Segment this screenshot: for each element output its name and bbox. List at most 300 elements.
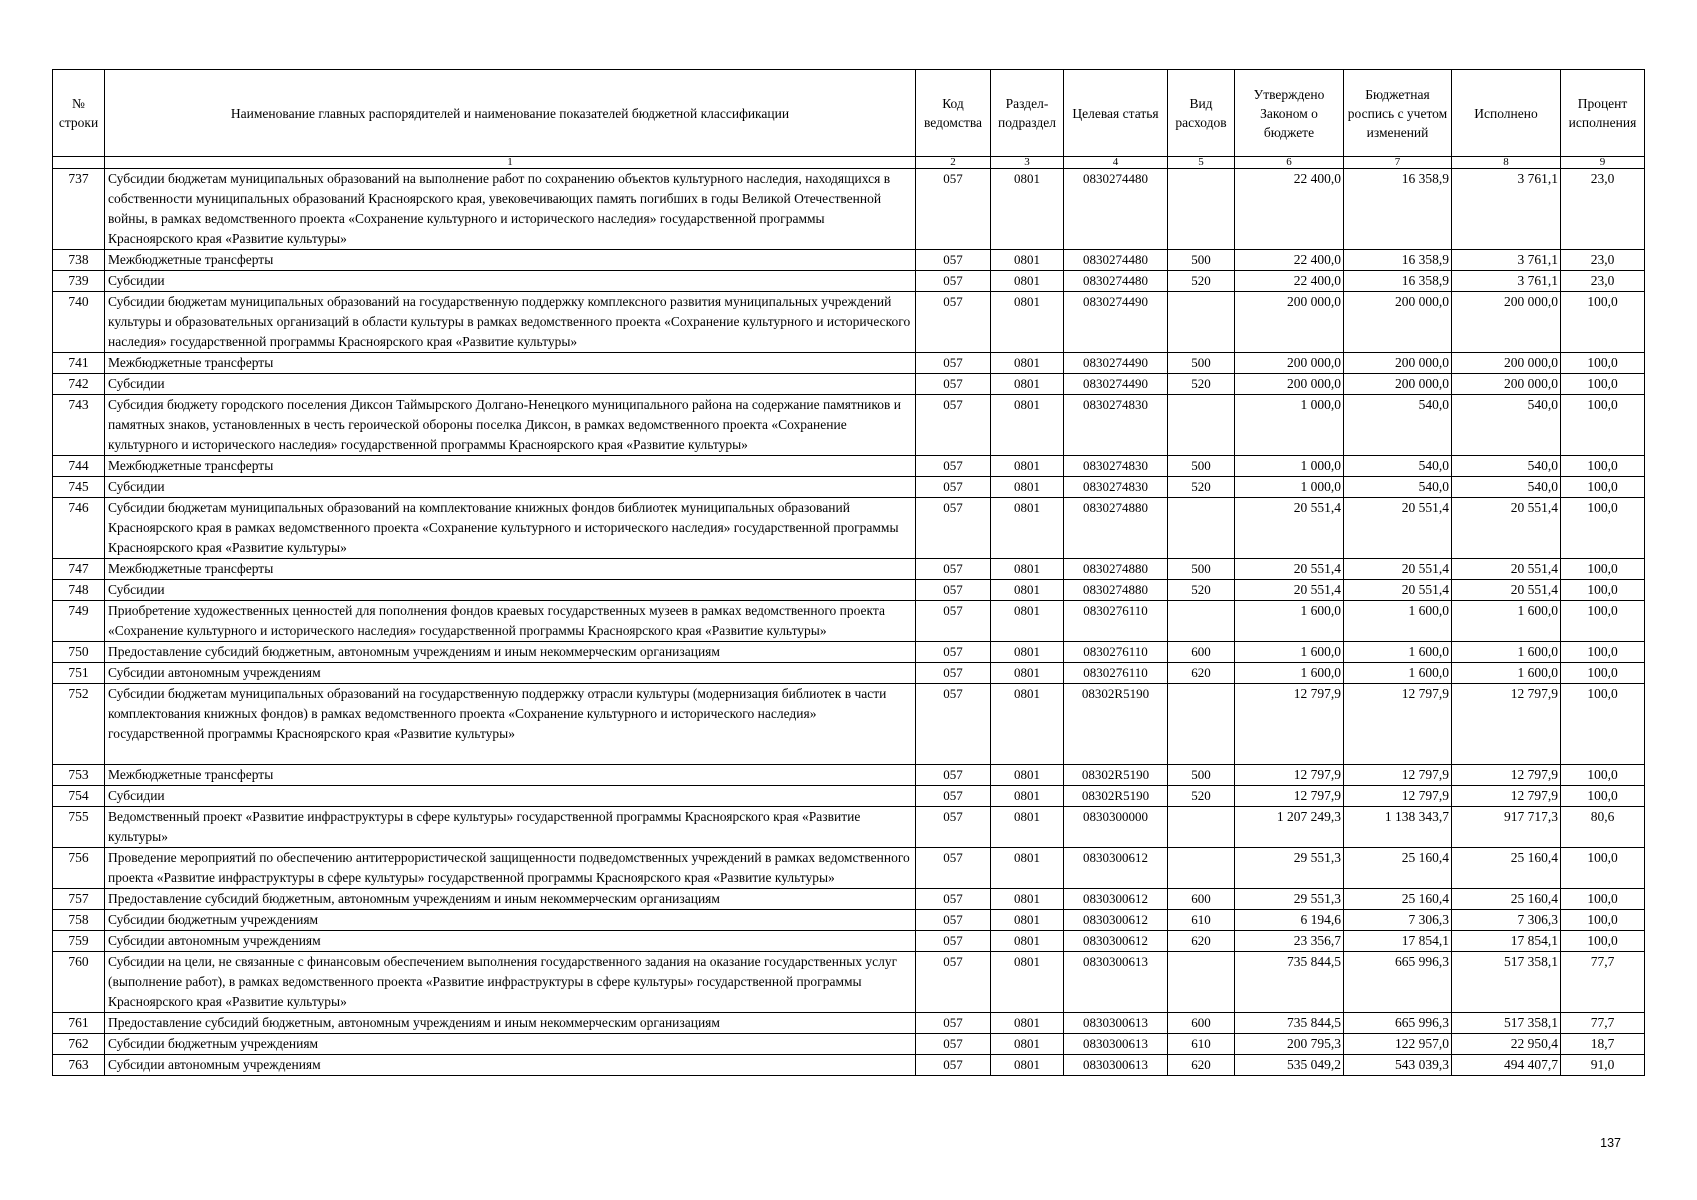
execution-percent: 23,0 <box>1561 169 1645 250</box>
row-number: 744 <box>53 456 105 477</box>
section-code: 0801 <box>991 477 1064 498</box>
budget-list-amount: 12 797,9 <box>1344 765 1452 786</box>
execution-percent: 100,0 <box>1561 663 1645 684</box>
expense-type <box>1168 395 1235 456</box>
section-code: 0801 <box>991 580 1064 601</box>
table-row <box>53 889 1645 910</box>
row-number: 753 <box>53 765 105 786</box>
target-article: 0830276110 <box>1064 642 1168 663</box>
table-row <box>53 684 1645 765</box>
executed-amount: 25 160,4 <box>1452 889 1561 910</box>
department-code: 057 <box>916 169 991 250</box>
column-number: 2 <box>916 157 991 169</box>
budget-list-amount: 17 854,1 <box>1344 931 1452 952</box>
execution-percent: 100,0 <box>1561 292 1645 353</box>
approved-amount: 22 400,0 <box>1235 271 1344 292</box>
section-code: 0801 <box>991 395 1064 456</box>
section-code: 0801 <box>991 952 1064 1013</box>
section-code: 0801 <box>991 663 1064 684</box>
row-number: 759 <box>53 931 105 952</box>
header-name: Наименование главных распорядителей и наименование показателей бюджетной классификации <box>105 70 916 157</box>
section-code: 0801 <box>991 1013 1064 1034</box>
column-number: 3 <box>991 157 1064 169</box>
approved-amount: 1 000,0 <box>1235 456 1344 477</box>
table-row <box>53 250 1645 271</box>
row-number: 754 <box>53 786 105 807</box>
expense-type: 620 <box>1168 663 1235 684</box>
department-code: 057 <box>916 663 991 684</box>
department-code: 057 <box>916 559 991 580</box>
department-code: 057 <box>916 931 991 952</box>
indicator-name: Субсидия бюджету городского поселения Диксон Таймырского Долгано-Ненецкого муниципального района на содержание памятников и памятных знаков, установленных в честь героической обороны поселка Диксон, в рамках ведомственного проекта «Сохранение культурного и исторического наследия» государственной программы Красноярского края «Развитие культуры» <box>105 395 916 456</box>
execution-percent: 91,0 <box>1561 1055 1645 1076</box>
approved-amount: 29 551,3 <box>1235 889 1344 910</box>
table-row <box>53 910 1645 931</box>
target-article: 0830274490 <box>1064 353 1168 374</box>
section-code: 0801 <box>991 765 1064 786</box>
indicator-name: Субсидии бюджетным учреждениям <box>105 910 916 931</box>
expense-type <box>1168 807 1235 848</box>
expense-type <box>1168 292 1235 353</box>
header-row <box>53 70 1645 157</box>
department-code: 057 <box>916 580 991 601</box>
column-number <box>53 157 105 169</box>
target-article: 0830274480 <box>1064 169 1168 250</box>
executed-amount: 17 854,1 <box>1452 931 1561 952</box>
department-code: 057 <box>916 786 991 807</box>
target-article: 0830274830 <box>1064 456 1168 477</box>
section-code: 0801 <box>991 786 1064 807</box>
table-row <box>53 931 1645 952</box>
indicator-name: Субсидии бюджетам муниципальных образований на комплектование книжных фондов библиотек муниципальных образований Красноярского края в рамках ведомственного проекта «Сохранение культурного и исторического наследия» государственной программы Красноярского края «Развитие культуры» <box>105 498 916 559</box>
table-row <box>53 1013 1645 1034</box>
target-article: 0830274490 <box>1064 374 1168 395</box>
target-article: 0830300613 <box>1064 1034 1168 1055</box>
budget-list-amount: 200 000,0 <box>1344 292 1452 353</box>
executed-amount: 22 950,4 <box>1452 1034 1561 1055</box>
expense-type: 520 <box>1168 786 1235 807</box>
indicator-name: Проведение мероприятий по обеспечению антитеррористической защищенности подведомственных учреждений в рамках ведомственного проекта «Развитие инфраструктуры в сфере культуры» государственной программы Красноярского края «Развитие культуры» <box>105 848 916 889</box>
indicator-name: Субсидии на цели, не связанные с финансовым обеспечением выполнения государственного задания на оказание государственных услуг (выполнение работ), в рамках ведомственного проекта «Развитие инфраструктуры в сфере культуры» государственной программы Красноярского края «Развитие культуры» <box>105 952 916 1013</box>
table-row <box>53 169 1645 250</box>
budget-list-amount: 543 039,3 <box>1344 1055 1452 1076</box>
execution-percent: 18,7 <box>1561 1034 1645 1055</box>
target-article: 0830274830 <box>1064 477 1168 498</box>
row-number: 748 <box>53 580 105 601</box>
indicator-name: Межбюджетные трансферты <box>105 456 916 477</box>
approved-amount: 1 000,0 <box>1235 395 1344 456</box>
approved-amount: 29 551,3 <box>1235 848 1344 889</box>
execution-percent: 100,0 <box>1561 848 1645 889</box>
department-code: 057 <box>916 601 991 642</box>
indicator-name: Субсидии автономным учреждениям <box>105 1055 916 1076</box>
approved-amount: 20 551,4 <box>1235 559 1344 580</box>
section-code: 0801 <box>991 559 1064 580</box>
expense-type: 610 <box>1168 1034 1235 1055</box>
department-code: 057 <box>916 642 991 663</box>
table-row <box>53 848 1645 889</box>
expense-type <box>1168 848 1235 889</box>
execution-percent: 100,0 <box>1561 395 1645 456</box>
execution-percent: 100,0 <box>1561 477 1645 498</box>
header-executed: Исполнено <box>1452 70 1561 157</box>
indicator-name: Субсидии <box>105 374 916 395</box>
row-number: 747 <box>53 559 105 580</box>
department-code: 057 <box>916 952 991 1013</box>
section-code: 0801 <box>991 169 1064 250</box>
approved-amount: 1 000,0 <box>1235 477 1344 498</box>
table-row <box>53 271 1645 292</box>
expense-type: 620 <box>1168 931 1235 952</box>
indicator-name: Субсидии <box>105 786 916 807</box>
row-number: 763 <box>53 1055 105 1076</box>
target-article: 0830274880 <box>1064 559 1168 580</box>
section-code: 0801 <box>991 1034 1064 1055</box>
approved-amount: 6 194,6 <box>1235 910 1344 931</box>
row-number: 751 <box>53 663 105 684</box>
target-article: 0830276110 <box>1064 663 1168 684</box>
row-number: 750 <box>53 642 105 663</box>
table-row <box>53 559 1645 580</box>
executed-amount: 200 000,0 <box>1452 374 1561 395</box>
target-article: 0830274880 <box>1064 580 1168 601</box>
approved-amount: 1 207 249,3 <box>1235 807 1344 848</box>
indicator-name: Предоставление субсидий бюджетным, автономным учреждениям и иным некоммерческим организациям <box>105 1013 916 1034</box>
approved-amount: 12 797,9 <box>1235 684 1344 765</box>
header-department-code: Код ведомства <box>916 70 991 157</box>
table-row <box>53 1034 1645 1055</box>
table-row <box>53 374 1645 395</box>
row-number: 743 <box>53 395 105 456</box>
column-number: 5 <box>1168 157 1235 169</box>
target-article: 0830300613 <box>1064 1055 1168 1076</box>
budget-list-amount: 16 358,9 <box>1344 169 1452 250</box>
section-code: 0801 <box>991 353 1064 374</box>
row-number: 752 <box>53 684 105 765</box>
indicator-name: Межбюджетные трансферты <box>105 353 916 374</box>
budget-list-amount: 12 797,9 <box>1344 684 1452 765</box>
section-code: 0801 <box>991 456 1064 477</box>
executed-amount: 3 761,1 <box>1452 169 1561 250</box>
target-article: 0830300612 <box>1064 848 1168 889</box>
target-article: 08302R5190 <box>1064 765 1168 786</box>
expense-type: 610 <box>1168 910 1235 931</box>
target-article: 0830276110 <box>1064 601 1168 642</box>
table-row <box>53 498 1645 559</box>
section-code: 0801 <box>991 498 1064 559</box>
table-row <box>53 353 1645 374</box>
expense-type: 600 <box>1168 1013 1235 1034</box>
row-number: 749 <box>53 601 105 642</box>
indicator-name: Межбюджетные трансферты <box>105 559 916 580</box>
expense-type: 520 <box>1168 374 1235 395</box>
execution-percent: 100,0 <box>1561 498 1645 559</box>
row-number: 761 <box>53 1013 105 1034</box>
header-percent: Процент исполнения <box>1561 70 1645 157</box>
executed-amount: 1 600,0 <box>1452 601 1561 642</box>
executed-amount: 200 000,0 <box>1452 353 1561 374</box>
target-article: 0830300613 <box>1064 952 1168 1013</box>
target-article: 08302R5190 <box>1064 684 1168 765</box>
budget-list-amount: 1 600,0 <box>1344 601 1452 642</box>
target-article: 08302R5190 <box>1064 786 1168 807</box>
header-section: Раздел-подраздел <box>991 70 1064 157</box>
indicator-name: Ведомственный проект «Развитие инфраструктуры в сфере культуры» государственной программы Красноярского края «Развитие культуры» <box>105 807 916 848</box>
section-code: 0801 <box>991 807 1064 848</box>
executed-amount: 20 551,4 <box>1452 498 1561 559</box>
executed-amount: 3 761,1 <box>1452 271 1561 292</box>
table-row <box>53 765 1645 786</box>
execution-percent: 23,0 <box>1561 250 1645 271</box>
column-number: 6 <box>1235 157 1344 169</box>
department-code: 057 <box>916 1013 991 1034</box>
indicator-name: Субсидии автономным учреждениям <box>105 931 916 952</box>
table-row <box>53 395 1645 456</box>
row-number: 755 <box>53 807 105 848</box>
executed-amount: 200 000,0 <box>1452 292 1561 353</box>
budget-list-amount: 25 160,4 <box>1344 848 1452 889</box>
executed-amount: 25 160,4 <box>1452 848 1561 889</box>
approved-amount: 1 600,0 <box>1235 601 1344 642</box>
executed-amount: 1 600,0 <box>1452 642 1561 663</box>
table-row <box>53 1055 1645 1076</box>
executed-amount: 20 551,4 <box>1452 580 1561 601</box>
section-code: 0801 <box>991 848 1064 889</box>
budget-list-amount: 540,0 <box>1344 456 1452 477</box>
approved-amount: 22 400,0 <box>1235 169 1344 250</box>
row-number: 740 <box>53 292 105 353</box>
execution-percent: 100,0 <box>1561 684 1645 765</box>
executed-amount: 7 306,3 <box>1452 910 1561 931</box>
table-row <box>53 807 1645 848</box>
approved-amount: 20 551,4 <box>1235 498 1344 559</box>
target-article: 0830300000 <box>1064 807 1168 848</box>
department-code: 057 <box>916 374 991 395</box>
execution-percent: 100,0 <box>1561 786 1645 807</box>
row-number: 742 <box>53 374 105 395</box>
header-expense-type: Вид расходов <box>1168 70 1235 157</box>
column-number: 7 <box>1344 157 1452 169</box>
department-code: 057 <box>916 477 991 498</box>
expense-type <box>1168 684 1235 765</box>
expense-type: 500 <box>1168 353 1235 374</box>
approved-amount: 535 049,2 <box>1235 1055 1344 1076</box>
department-code: 057 <box>916 1034 991 1055</box>
indicator-name: Субсидии бюджетам муниципальных образований на выполнение работ по сохранению объектов культурного наследия, находящихся в собственности муниципальных образований Красноярского края, увековечивающих память погибших в годы Великой Отечественной войны, в рамках ведомственного проекта «Сохранение культурного и исторического наследия» государственной программы Красноярского края «Развитие культуры» <box>105 169 916 250</box>
row-number: 758 <box>53 910 105 931</box>
approved-amount: 735 844,5 <box>1235 952 1344 1013</box>
budget-list-amount: 25 160,4 <box>1344 889 1452 910</box>
executed-amount: 540,0 <box>1452 395 1561 456</box>
column-number-row <box>53 157 1645 169</box>
section-code: 0801 <box>991 931 1064 952</box>
section-code: 0801 <box>991 271 1064 292</box>
table-row <box>53 663 1645 684</box>
indicator-name: Субсидии <box>105 580 916 601</box>
row-number: 741 <box>53 353 105 374</box>
department-code: 057 <box>916 1055 991 1076</box>
target-article: 0830300613 <box>1064 1013 1168 1034</box>
department-code: 057 <box>916 353 991 374</box>
header-row-number: № строки <box>53 70 105 157</box>
section-code: 0801 <box>991 1055 1064 1076</box>
indicator-name: Субсидии бюджетам муниципальных образований на государственную поддержку отрасли культуры (модернизация библиотек в части комплектования книжных фондов) в рамках ведомственного проекта «Сохранение культурного и исторического наследия» государственной программы Красноярского края «Развитие культуры» <box>105 684 916 765</box>
department-code: 057 <box>916 910 991 931</box>
execution-percent: 100,0 <box>1561 765 1645 786</box>
indicator-name: Субсидии <box>105 477 916 498</box>
section-code: 0801 <box>991 684 1064 765</box>
budget-list-amount: 540,0 <box>1344 395 1452 456</box>
row-number: 737 <box>53 169 105 250</box>
budget-table <box>52 69 1645 1076</box>
budget-list-amount: 1 600,0 <box>1344 642 1452 663</box>
table-row <box>53 786 1645 807</box>
budget-list-amount: 200 000,0 <box>1344 353 1452 374</box>
budget-list-amount: 12 797,9 <box>1344 786 1452 807</box>
executed-amount: 12 797,9 <box>1452 786 1561 807</box>
table-row <box>53 642 1645 663</box>
page-number: 137 <box>1600 1136 1621 1150</box>
executed-amount: 1 600,0 <box>1452 663 1561 684</box>
approved-amount: 200 000,0 <box>1235 353 1344 374</box>
expense-type: 520 <box>1168 477 1235 498</box>
expense-type: 500 <box>1168 456 1235 477</box>
row-number: 757 <box>53 889 105 910</box>
table-body <box>53 169 1645 1076</box>
execution-percent: 100,0 <box>1561 580 1645 601</box>
approved-amount: 20 551,4 <box>1235 580 1344 601</box>
department-code: 057 <box>916 684 991 765</box>
budget-list-amount: 540,0 <box>1344 477 1452 498</box>
approved-amount: 1 600,0 <box>1235 663 1344 684</box>
executed-amount: 3 761,1 <box>1452 250 1561 271</box>
expense-type: 520 <box>1168 580 1235 601</box>
indicator-name: Предоставление субсидий бюджетным, автономным учреждениям и иным некоммерческим организациям <box>105 889 916 910</box>
approved-amount: 200 795,3 <box>1235 1034 1344 1055</box>
execution-percent: 77,7 <box>1561 952 1645 1013</box>
budget-list-amount: 7 306,3 <box>1344 910 1452 931</box>
row-number: 762 <box>53 1034 105 1055</box>
indicator-name: Межбюджетные трансферты <box>105 765 916 786</box>
department-code: 057 <box>916 889 991 910</box>
department-code: 057 <box>916 271 991 292</box>
target-article: 0830274480 <box>1064 250 1168 271</box>
target-article: 0830274830 <box>1064 395 1168 456</box>
budget-list-amount: 665 996,3 <box>1344 952 1452 1013</box>
execution-percent: 100,0 <box>1561 642 1645 663</box>
expense-type: 600 <box>1168 889 1235 910</box>
target-article: 0830274490 <box>1064 292 1168 353</box>
executed-amount: 517 358,1 <box>1452 1013 1561 1034</box>
budget-list-amount: 20 551,4 <box>1344 498 1452 559</box>
execution-percent: 100,0 <box>1561 601 1645 642</box>
table-row <box>53 580 1645 601</box>
section-code: 0801 <box>991 374 1064 395</box>
section-code: 0801 <box>991 642 1064 663</box>
budget-list-amount: 16 358,9 <box>1344 250 1452 271</box>
executed-amount: 494 407,7 <box>1452 1055 1561 1076</box>
execution-percent: 77,7 <box>1561 1013 1645 1034</box>
department-code: 057 <box>916 250 991 271</box>
execution-percent: 100,0 <box>1561 353 1645 374</box>
header-budget-list: Бюджетная роспись с учетом изменений <box>1344 70 1452 157</box>
approved-amount: 12 797,9 <box>1235 765 1344 786</box>
budget-list-amount: 20 551,4 <box>1344 559 1452 580</box>
row-number: 739 <box>53 271 105 292</box>
execution-percent: 100,0 <box>1561 559 1645 580</box>
table-row <box>53 477 1645 498</box>
budget-list-amount: 16 358,9 <box>1344 271 1452 292</box>
column-number: 8 <box>1452 157 1561 169</box>
row-number: 756 <box>53 848 105 889</box>
expense-type <box>1168 169 1235 250</box>
expense-type: 500 <box>1168 250 1235 271</box>
section-code: 0801 <box>991 292 1064 353</box>
execution-percent: 100,0 <box>1561 374 1645 395</box>
target-article: 0830274480 <box>1064 271 1168 292</box>
indicator-name: Субсидии <box>105 271 916 292</box>
table-row <box>53 601 1645 642</box>
section-code: 0801 <box>991 910 1064 931</box>
section-code: 0801 <box>991 889 1064 910</box>
section-code: 0801 <box>991 250 1064 271</box>
table-row <box>53 952 1645 1013</box>
budget-list-amount: 20 551,4 <box>1344 580 1452 601</box>
approved-amount: 23 356,7 <box>1235 931 1344 952</box>
budget-list-amount: 1 600,0 <box>1344 663 1452 684</box>
approved-amount: 22 400,0 <box>1235 250 1344 271</box>
department-code: 057 <box>916 395 991 456</box>
section-code: 0801 <box>991 601 1064 642</box>
indicator-name: Межбюджетные трансферты <box>105 250 916 271</box>
executed-amount: 12 797,9 <box>1452 765 1561 786</box>
execution-percent: 100,0 <box>1561 931 1645 952</box>
budget-list-amount: 200 000,0 <box>1344 374 1452 395</box>
expense-type: 500 <box>1168 559 1235 580</box>
target-article: 0830300612 <box>1064 931 1168 952</box>
expense-type <box>1168 498 1235 559</box>
executed-amount: 12 797,9 <box>1452 684 1561 765</box>
department-code: 057 <box>916 848 991 889</box>
budget-list-amount: 122 957,0 <box>1344 1034 1452 1055</box>
department-code: 057 <box>916 456 991 477</box>
indicator-name: Предоставление субсидий бюджетным, автономным учреждениям и иным некоммерческим организациям <box>105 642 916 663</box>
approved-amount: 735 844,5 <box>1235 1013 1344 1034</box>
executed-amount: 540,0 <box>1452 477 1561 498</box>
budget-list-amount: 1 138 343,7 <box>1344 807 1452 848</box>
department-code: 057 <box>916 807 991 848</box>
target-article: 0830300612 <box>1064 889 1168 910</box>
row-number: 760 <box>53 952 105 1013</box>
expense-type <box>1168 601 1235 642</box>
execution-percent: 100,0 <box>1561 889 1645 910</box>
target-article: 0830300612 <box>1064 910 1168 931</box>
table-row <box>53 456 1645 477</box>
expense-type <box>1168 952 1235 1013</box>
expense-type: 600 <box>1168 642 1235 663</box>
execution-percent: 80,6 <box>1561 807 1645 848</box>
approved-amount: 12 797,9 <box>1235 786 1344 807</box>
row-number: 738 <box>53 250 105 271</box>
indicator-name: Субсидии бюджетным учреждениям <box>105 1034 916 1055</box>
table-row <box>53 292 1645 353</box>
column-number: 4 <box>1064 157 1168 169</box>
row-number: 746 <box>53 498 105 559</box>
department-code: 057 <box>916 292 991 353</box>
executed-amount: 20 551,4 <box>1452 559 1561 580</box>
expense-type: 520 <box>1168 271 1235 292</box>
header-approved: Утверждено Законом о бюджете <box>1235 70 1344 157</box>
